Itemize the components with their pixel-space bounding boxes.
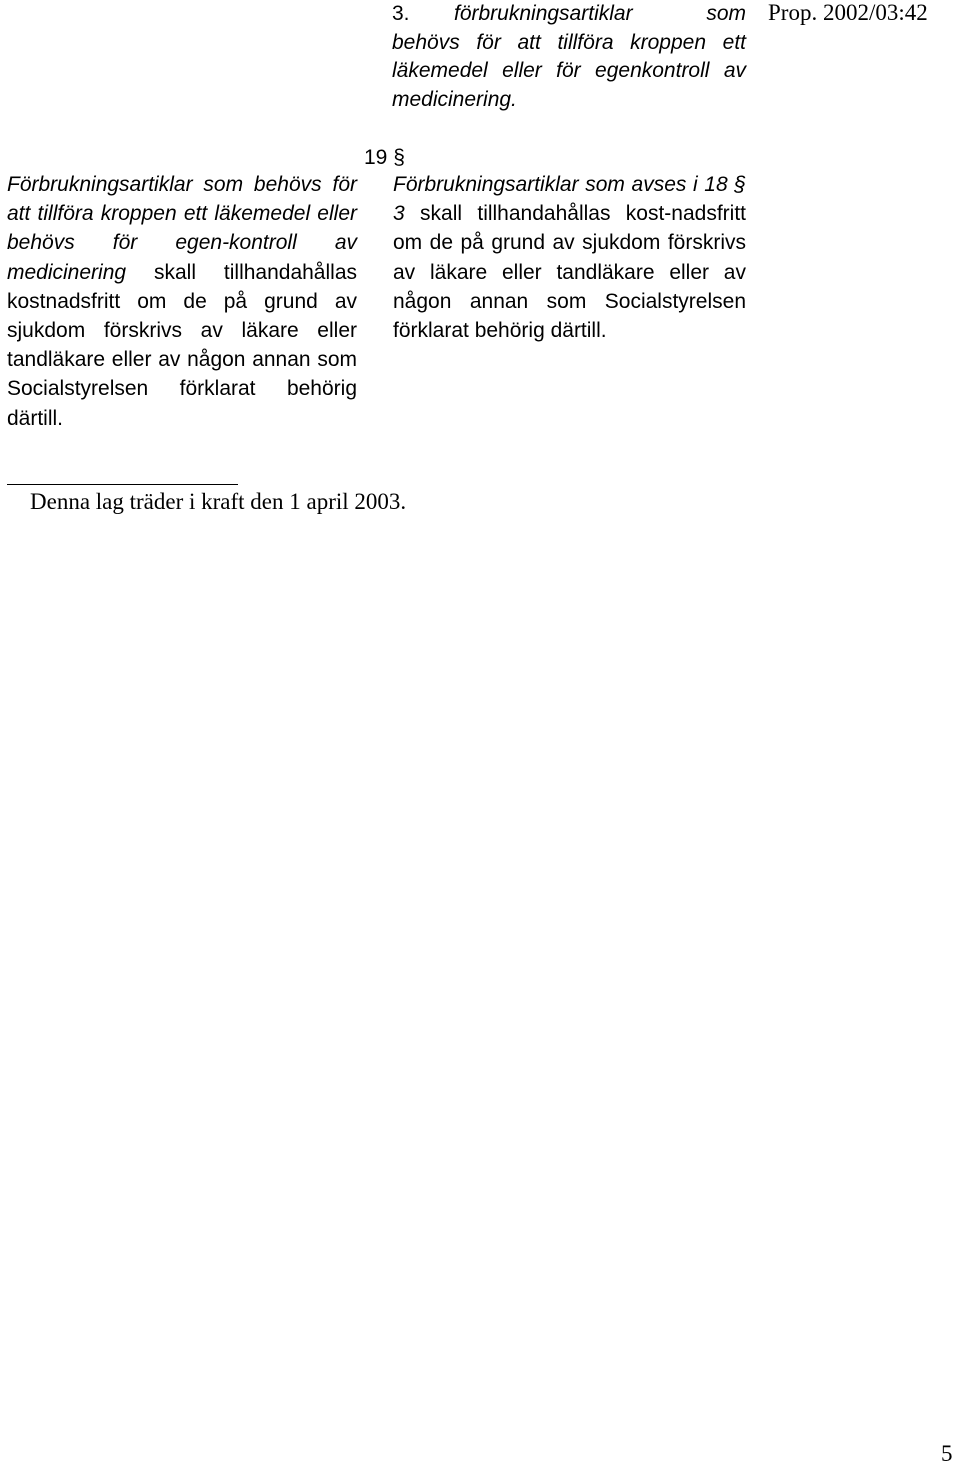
- list-item-number: 3.: [392, 2, 410, 25]
- list-item-3: [392, 0, 746, 114]
- current-wording-plain: skall tillhandahållas kostnadsfritt om de på grund av sjukdom förskrivs av läkare eller tandläkare eller av någon annan som Socialstyrelsen förklarat behörig därtill.: [7, 260, 357, 430]
- proposed-wording-plain: skall tillhandahållas kost-nadsfritt om de på grund av sjukdom förskrivs av läkare eller tandläkare eller av någon annan som Socialstyrelsen förklarat behörig därtill.: [393, 202, 746, 343]
- separator-rule: [7, 484, 238, 485]
- proposed-wording-italic: Förbrukningsartiklar som avses i 18 § 3: [393, 173, 746, 226]
- list-item-text: förbrukningsartiklar som behövs för att tillföra kroppen ett läkemedel eller för egenkontroll av medicinering.: [392, 2, 746, 111]
- section-sign: §: [393, 146, 405, 169]
- proposed-wording-paragraph: [393, 170, 746, 345]
- section-heading: [364, 144, 405, 172]
- section-number: 19: [364, 146, 388, 169]
- current-wording-italic: Förbrukningsartiklar som behövs för att tillföra kroppen ett läkemedel eller behövs för egen-kontroll av medicinering: [7, 173, 357, 284]
- page-number: 5: [941, 1441, 953, 1466]
- commencement-provision: Denna lag träder i kraft den 1 april 2003.: [30, 489, 407, 514]
- current-wording-paragraph: [7, 170, 357, 433]
- proposition-reference: Prop. 2002/03:42: [768, 0, 928, 25]
